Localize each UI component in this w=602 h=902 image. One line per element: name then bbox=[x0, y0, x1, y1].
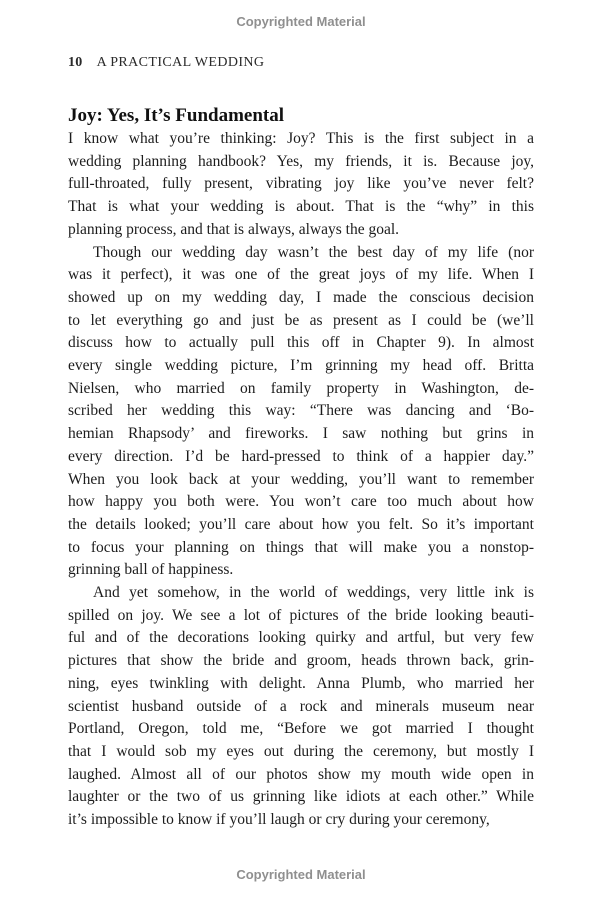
text-line: hemian Rhapsody’ and fireworks. I saw nothing but grins in bbox=[68, 425, 534, 443]
paragraph bbox=[68, 242, 534, 583]
body-text bbox=[68, 128, 534, 832]
text-line: spilled on joy. We see a lot of pictures of the bride looking beauti- bbox=[68, 606, 534, 624]
text-line: every single wedding picture, I’m grinning my head off. Britta bbox=[68, 357, 534, 375]
text-line: to focus your planning on things that will make you a nonstop- bbox=[68, 538, 534, 556]
text-line: was it perfect), it was one of the great joys of my life. When I bbox=[68, 266, 534, 284]
text-line: And yet somehow, in the world of weddings, very little ink is bbox=[93, 584, 534, 602]
page-header bbox=[68, 55, 534, 71]
text-line: ning, eyes twinkling with delight. Anna Plumb, who married her bbox=[68, 674, 534, 692]
text-line: ful and of the decorations looking quirky and artful, but very few bbox=[68, 629, 534, 647]
text-line: grinning ball of happiness. bbox=[68, 561, 234, 579]
paragraph bbox=[68, 128, 534, 242]
text-line: that I would sob my eyes out during the ceremony, but mostly I bbox=[68, 742, 534, 760]
text-line: it’s impossible to know if you’ll laugh or cry during your ceremony, bbox=[68, 811, 490, 829]
text-line: to let everything go and just be as present as I could be (we’ll bbox=[68, 311, 534, 329]
text-line: I know what you’re thinking: Joy? This is the first subject in a bbox=[68, 130, 534, 147]
text-line: Though our wedding day wasn’t the best day of my life (nor bbox=[93, 243, 534, 261]
text-line: That is what your wedding is about. That is the “why” in this bbox=[68, 198, 534, 216]
text-line: scribed her wedding this way: “There was dancing and ‘Bo- bbox=[68, 402, 534, 420]
text-line: wedding planning handbook? Yes, my friends, it is. Because joy, bbox=[68, 152, 534, 170]
text-line: how happy you both were. You won’t care too much about how bbox=[68, 493, 534, 511]
text-line: Nielsen, who married on family property in Washington, de- bbox=[68, 379, 534, 397]
text-line: pictures that show the bride and groom, heads thrown back, grin- bbox=[68, 652, 534, 670]
copyright-notice-bottom: Copyrighted Material bbox=[236, 866, 366, 882]
page-number: 10 bbox=[68, 55, 83, 70]
text-line: scientist husband outside of a rock and minerals museum near bbox=[68, 697, 534, 715]
copyright-notice-top: Copyrighted Material bbox=[236, 14, 366, 29]
section-heading: Joy: Yes, It’s Fundamental bbox=[68, 105, 285, 126]
text-line: Portland, Oregon, told me, “Before we got married I thought bbox=[68, 720, 534, 738]
text-line: the details looked; you’ll care about how you felt. So it’s important bbox=[68, 515, 534, 533]
text-line: every direction. I’d be hard-pressed to think of a happier day.” bbox=[68, 447, 534, 465]
text-line: laughter or the two of us grinning like idiots at each other.” While bbox=[68, 788, 534, 806]
text-line: planning process, and that is always, always the goal. bbox=[68, 220, 400, 238]
paragraph bbox=[68, 582, 534, 832]
running-title: A PRACTICAL WEDDING bbox=[96, 55, 265, 70]
text-line: When you look back at your wedding, you’ll want to remember bbox=[68, 470, 534, 488]
text-line: laughed. Almost all of our photos show my mouth wide open in bbox=[68, 765, 534, 783]
text-line: full-throated, fully present, vibrating joy like you’ve never felt? bbox=[68, 175, 534, 193]
text-line: discuss how to actually pull this off in Chapter 9). In almost bbox=[68, 334, 534, 352]
text-line: showed up on my wedding day, I made the conscious decision bbox=[68, 288, 534, 306]
